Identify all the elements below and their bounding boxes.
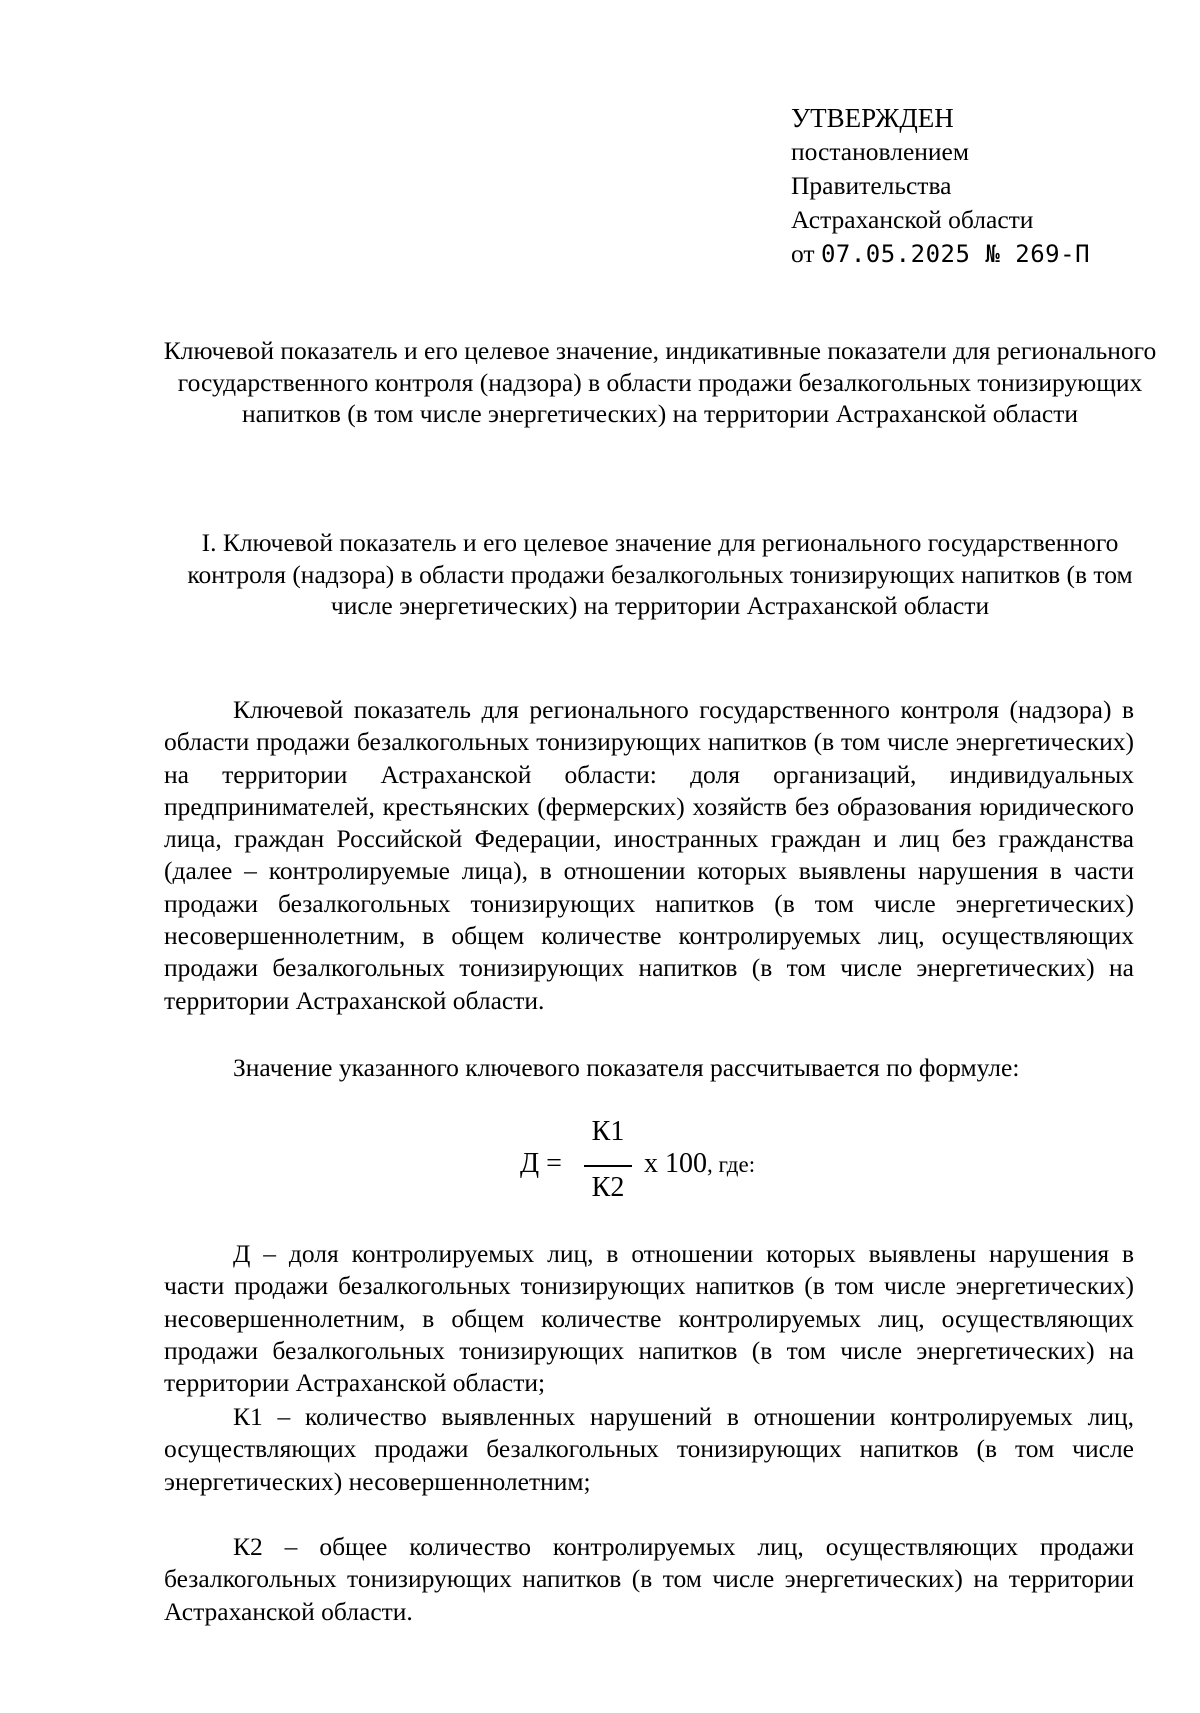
formula [520,1110,920,1220]
formula-lhs: Д = [520,1148,562,1179]
formula-fraction-bar [584,1165,632,1167]
formula-denominator: К2 [591,1172,625,1203]
formula-suffix: , где: [707,1152,756,1177]
approval-date-line [791,237,1171,271]
formula-rhs [644,1148,755,1180]
document-title: Ключевой показатель и его целевое значение, индикативные показатели для регионального государственного контроля (надзора) в области продажи безалкогольных тонизирующих напитков (в том числе энергетических) на территории Астраханской области [163,336,1157,428]
formula-multiplier: х 100 [644,1148,707,1179]
approval-block [791,101,1171,271]
section-1-heading: I. Ключевой показатель и его целевое значение для регионального государственного контроля (надзора) в области продажи безалкогольных тонизирующих напитков (в том числе энергетических) на территории Астраханской области [187,528,1133,620]
approval-stamp: УТВЕРЖДЕН [791,103,954,133]
definition-d: Д – доля контролируемых лиц, в отношении которых выявлены нарушения в части продажи безалкогольных тонизирующих напитков (в том числе энергетических) несовершеннолетним, в общем количестве контролируемых лиц, осуществляющих продажи безалкогольных тонизирующих напитков (в том числе энергетических) на территории Астраханской области; [164,1239,1134,1398]
approval-line-2: Правительства [791,171,952,200]
approval-line-3: Астраханской области [791,205,1034,234]
definition-k2: К2 – общее количество контролируемых лиц, осуществляющих продажи безалкогольных тонизирующих напитков (в том числе энергетических) на территории Астраханской области. [164,1532,1134,1626]
definition-k1: К1 – количество выявленных нарушений в отношении контролируемых лиц, осуществляющих продажи безалкогольных тонизирующих напитков (в том числе энергетических) несовершеннолетним; [164,1402,1134,1496]
approval-date-number: 07.05.2025 № 269-П [820,240,1091,268]
paragraph-formula-intro: Значение указанного ключевого показателя рассчитывается по формуле: [233,1053,1020,1082]
approval-line-1: постановлением [791,137,970,166]
formula-numerator: К1 [591,1116,625,1147]
paragraph-key-indicator: Ключевой показатель для регионального государственного контроля (надзора) в области продажи безалкогольных тонизирующих напитков (в том числе энергетических) на территории Астраханской области: доля организаций, индивидуальных предпринимателей, крестьянских (фермерских) хозяйств без образования юридического лица, граждан Российской Федерации, иностранных граждан и лиц без гражданства (далее – контролируемые лица), в отношении которых выявлены нарушения в части продажи безалкогольных тонизирующих напитков (в том числе энергетических) несовершеннолетним, в общем количестве контролируемых лиц, осуществляющих продажи безалкогольных тонизирующих напитков (в том числе энергетических) на территории Астраханской области. [164,695,1134,1015]
approval-date-prefix: от [791,239,815,268]
